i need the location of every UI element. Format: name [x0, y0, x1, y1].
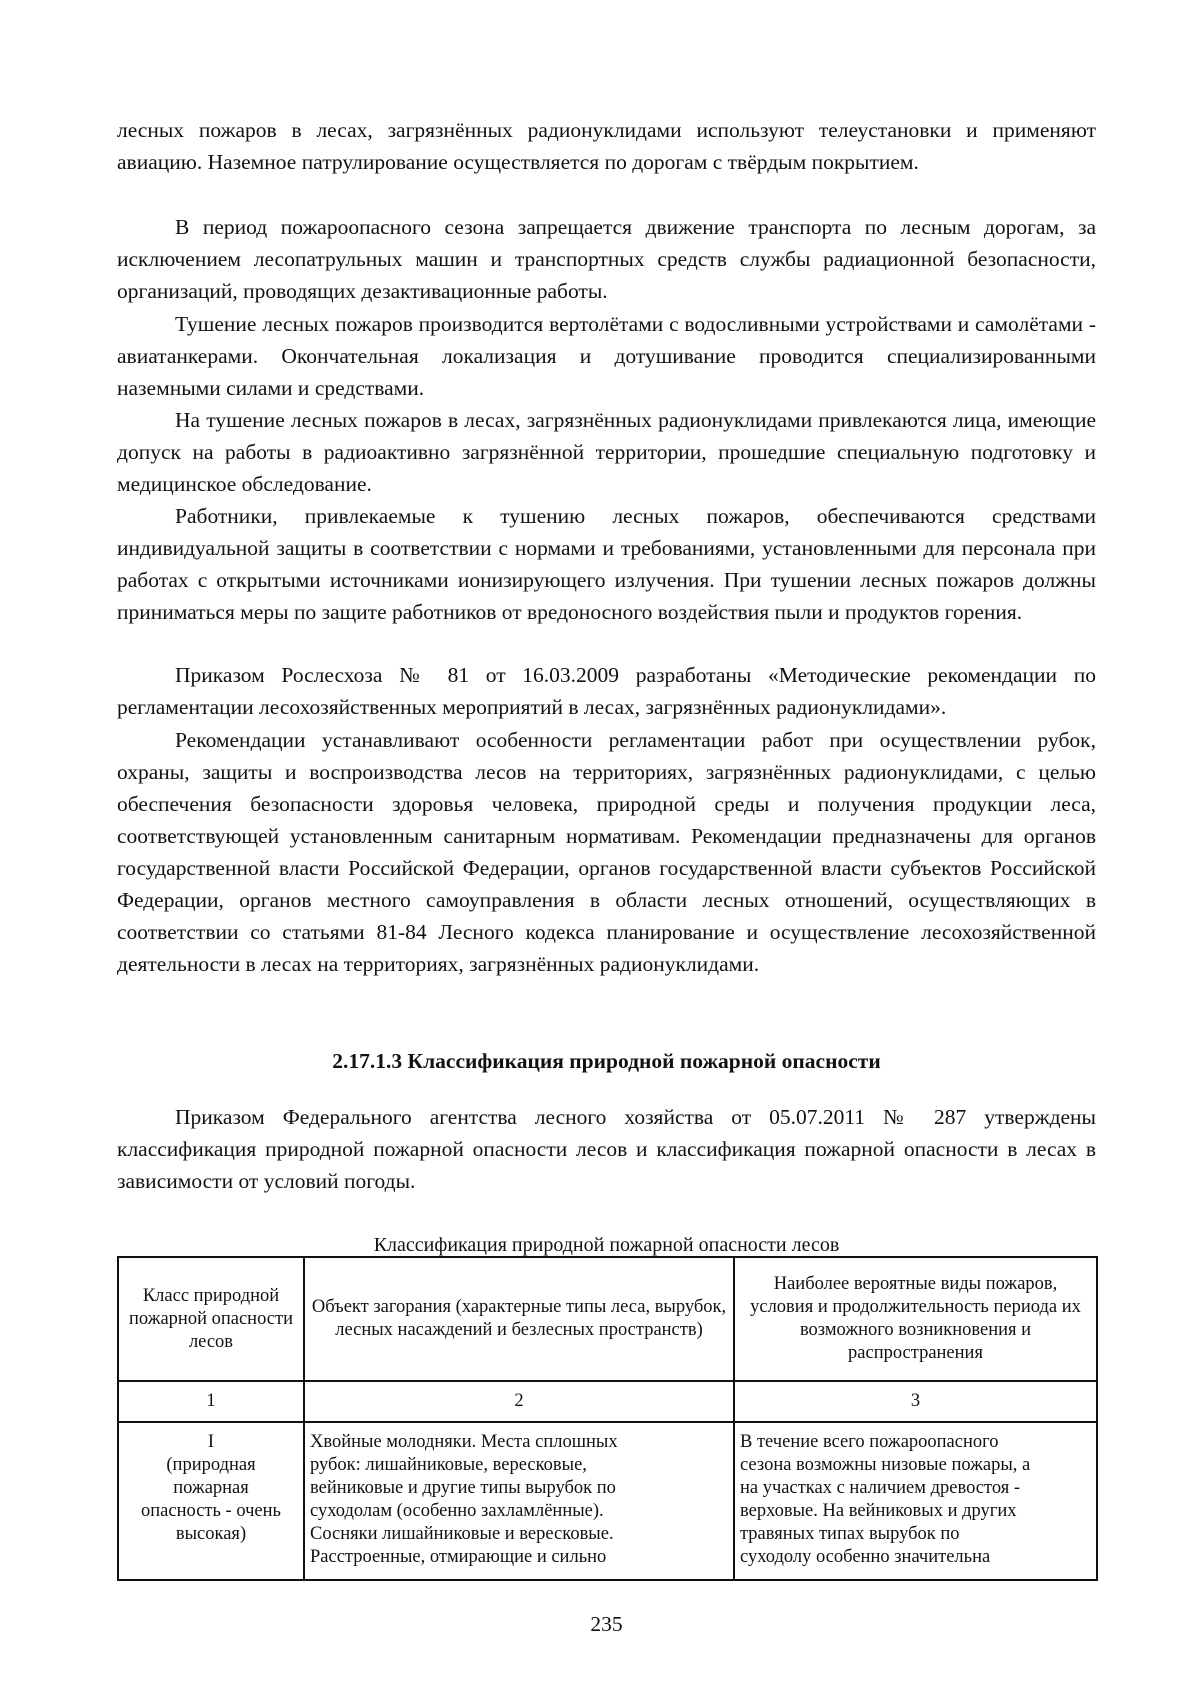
- cell-object: [304, 1422, 734, 1580]
- paragraph-personnel: На тушение лесных пожаров в лесах, загрязнённых радионуклидами привлекаются лица, имеющие допуск на работы в радиоактивно загрязнённой территории, прошедшие специальную подготовку и медицинское обследование.: [117, 408, 1096, 496]
- cell-line: I: [207, 1432, 215, 1452]
- cell-line: В течение всего пожароопасного: [740, 1432, 999, 1452]
- cell-class: [118, 1422, 304, 1580]
- table-header-row: [118, 1257, 1097, 1381]
- cell-line: травяных типах вырубок по: [740, 1524, 960, 1544]
- table-row: [118, 1422, 1097, 1580]
- cell-line: вейниковые и другие типы вырубок по: [310, 1478, 616, 1498]
- paragraph-order-81: Приказом Рослесхоза № 81 от 16.03.2009 разработаны «Методические рекомендации по регламентации лесохозяйственных мероприятий в лесах, загрязнённых радионуклидами».: [117, 663, 1096, 719]
- header-class: Класс природной пожарной опасности лесов: [118, 1257, 304, 1381]
- paragraph-recommendations: Рекомендации устанавливают особенности регламентации работ при осуществлении рубок, охраны, защиты и воспроизводства лесов на территориях, загрязнённых радионуклидами, с целью обеспечения безопасности здоровья человека, природной среды и получения продукции леса, соответствующей установленным санитарным нормативам. Рекомендации предназначены для органов государственной власти Российской Федерации, органов государственной власти субъектов Российской Федерации, органов местного самоуправления в области лесных отношений, осуществляющих в соответствии со статьями 81-84 Лесного кодекса планирование и осуществление лесохозяйственной деятельности в лесах на территориях, загрязнённых радионуклидами.: [117, 728, 1096, 976]
- column-number: 3: [734, 1381, 1097, 1422]
- table-number-row: [118, 1381, 1097, 1422]
- cell-line: рубок: лишайниковые, вересковые,: [310, 1455, 587, 1475]
- cell-line: Хвойные молодняки. Места сплошных: [310, 1432, 618, 1452]
- section-heading: 2.17.1.3 Классификация природной пожарной опасности: [332, 1049, 881, 1073]
- cell-line: высокая): [175, 1524, 247, 1544]
- paragraph-protection: Работники, привлекаемые к тушению лесных пожаров, обеспечиваются средствами индивидуальной защиты в соответствии с нормами и требованиями, установленными для персонала при работах с открытыми источниками ионизирующего излучения. При тушении лесных пожаров должны приниматься меры по защите работников от вредоносного воздействия пыли и продуктов горения.: [117, 504, 1096, 624]
- cell-line: верховые. На вейниковых и других: [740, 1501, 1017, 1521]
- cell-line: опасность - очень: [141, 1501, 281, 1521]
- header-fire-types: Наиболее вероятные виды пожаров, условия и продолжительность периода их возможного возникновения и распространения: [734, 1257, 1097, 1381]
- paragraph-extinguishing: Тушение лесных пожаров производится вертолётами с водосливными устройствами и самолётами - авиатанкерами. Окончательная локализация и дотушивание проводится специализированными наземными силами и средствами.: [117, 312, 1096, 400]
- paragraph-transport-ban: В период пожароопасного сезона запрещается движение транспорта по лесным дорогам, за исключением лесопатрульных машин и транспортных средств службы радиационной безопасности, организаций, проводящих дезактивационные работы.: [117, 215, 1096, 303]
- cell-line: пожарная: [173, 1478, 249, 1498]
- header-object: Объект загорания (характерные типы леса, вырубок, лесных насаждений и безлесных пространств): [304, 1257, 734, 1381]
- cell-line: суходолу особенно значительна: [740, 1547, 991, 1567]
- cell-line: сезона возможны низовые пожары, а: [740, 1455, 1031, 1475]
- column-number: 2: [304, 1381, 734, 1422]
- cell-line: Расстроенные, отмирающие и сильно: [310, 1547, 607, 1567]
- page-number: 235: [590, 1612, 623, 1636]
- cell-line: суходолам (особенно захламлённые).: [310, 1501, 604, 1521]
- column-number: 1: [118, 1381, 304, 1422]
- paragraph-continued: лесных пожаров в лесах, загрязнённых радионуклидами используют телеустановки и применяют авиацию. Наземное патрулирование осуществляется по дорогам с твёрдым покрытием.: [117, 118, 1096, 174]
- cell-fire-types: [734, 1422, 1097, 1580]
- cell-line: на участках с наличием древостоя -: [740, 1478, 1021, 1498]
- cell-line: (природная: [166, 1455, 256, 1475]
- paragraph-order-287: Приказом Федерального агентства лесного хозяйства от 05.07.2011 № 287 утверждены классификация природной пожарной опасности лесов и классификация пожарной опасности в лесах в зависимости от условий погоды.: [117, 1105, 1096, 1193]
- table-caption: Классификация природной пожарной опасности лесов: [373, 1234, 840, 1256]
- fire-danger-table: [117, 1256, 1098, 1581]
- cell-line: Сосняки лишайниковые и вересковые.: [310, 1524, 614, 1544]
